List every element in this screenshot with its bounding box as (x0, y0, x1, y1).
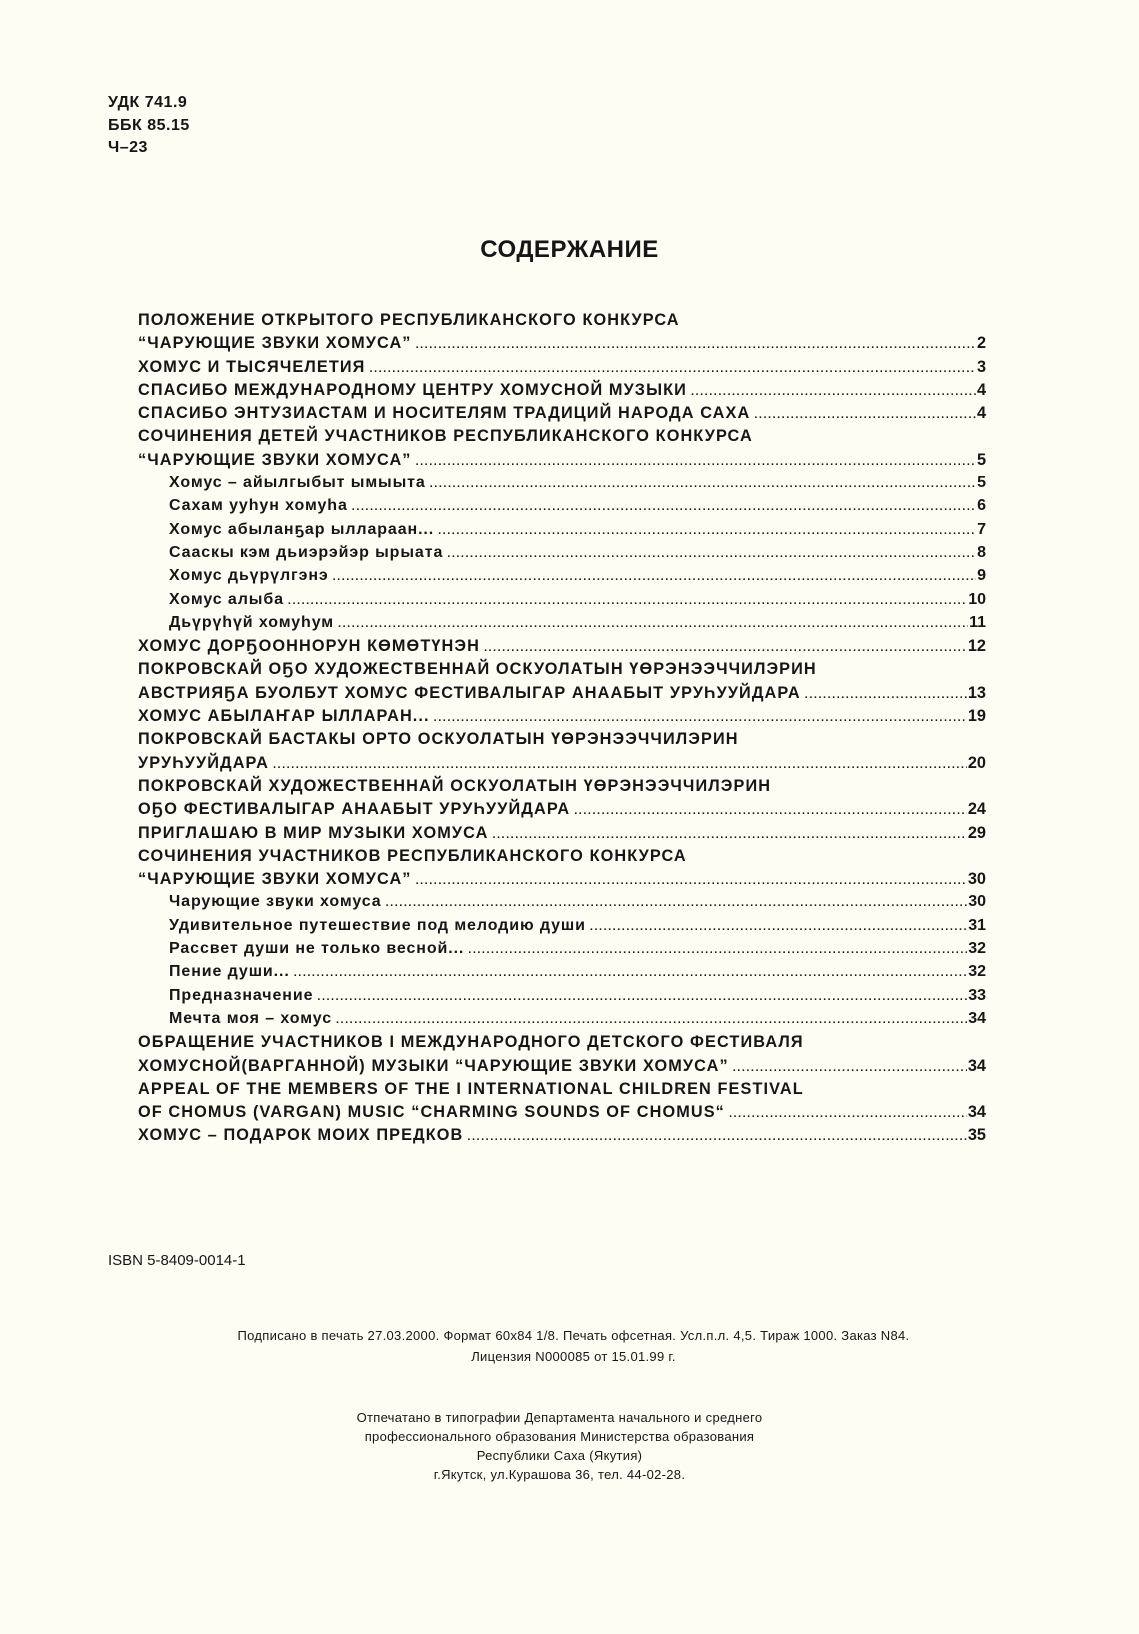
toc-entry-title: Хомус – айылгыбыт ымыыта (169, 474, 426, 492)
printer-address: г.Якутск, ул.Курашова 36, тел. 44-02-28. (433, 1467, 686, 1482)
toc-page-number: 9 (977, 567, 986, 585)
toc-entry-title: Дьүрүһүй хомуһум (169, 613, 335, 631)
toc-page-number: 4 (976, 404, 986, 423)
toc-page-number: 8 (977, 543, 986, 561)
toc-page-number: 34 (967, 1056, 986, 1075)
toc-entry (138, 358, 986, 381)
toc-entry (138, 777, 986, 800)
dot-leader (333, 571, 976, 583)
dot-leader (729, 1108, 967, 1120)
dot-leader (430, 478, 976, 490)
printer-info-line: профессионального образования Министерства образования (364, 1429, 755, 1444)
toc-page-number: 31 (968, 916, 986, 934)
dot-leader (754, 409, 976, 421)
toc-entry (138, 591, 986, 614)
dot-leader (386, 897, 968, 909)
dot-leader (416, 456, 976, 468)
toc-page-number: 20 (967, 753, 986, 772)
toc-page-number: 10 (968, 590, 986, 608)
toc-entry-title: ПОКРОВСКАЙ ХУДОЖЕСТВЕННАЙ ОСКУОЛАТЫН ҮӨРЭНЭЭЧЧИЛЭРИН (138, 776, 772, 795)
toc-page-number: 32 (968, 963, 986, 981)
toc-page-number: 33 (968, 986, 986, 1004)
dot-leader (805, 689, 967, 701)
toc-entry-title: АВСТРИЯҔА БУОЛБУТ ХОМУС ФЕСТИВАЛЫГАР АНААБЫТ УРУҺУУЙДАРА (138, 683, 801, 702)
toc-entry (138, 311, 986, 334)
toc-entry (138, 893, 986, 916)
toc-entry (138, 963, 986, 986)
toc-entry-title: ХОМУС И ТЫСЯЧЕЛЕТИЯ (138, 357, 366, 376)
toc-entry (138, 940, 986, 963)
isbn: ISBN 5-8409-0014-1 (108, 1252, 246, 1269)
toc-page-number: 34 (968, 1009, 986, 1027)
toc-entry-title: Мечта моя – хомус (169, 1009, 332, 1027)
toc-entry (138, 1080, 986, 1103)
toc-entry-title: ОҔО ФЕСТИВАЛЫГАР АНААБЫТ УРУҺУУЙДАРА (138, 800, 571, 819)
toc-entry (138, 800, 986, 823)
toc-entry-title: Предназначение (169, 986, 314, 1004)
toc-entry-title: УРУҺУУЙДАРА (138, 753, 269, 772)
toc-entry (138, 334, 986, 357)
dot-leader (317, 991, 967, 1003)
dot-leader (691, 386, 976, 398)
toc-entry (138, 427, 986, 450)
toc-entry (138, 637, 986, 660)
toc-page-number: 4 (976, 380, 986, 399)
toc-page-number: 11 (969, 613, 986, 631)
toc-entry-title: “ЧАРУЮЩИЕ ЗВУКИ ХОМУСА” (138, 334, 412, 353)
toc-entry (138, 684, 986, 707)
toc-entry (138, 451, 986, 474)
toc-entry-title: Хомус алыба (169, 590, 284, 608)
dot-leader (492, 829, 966, 841)
toc-page-number: 12 (967, 637, 986, 656)
toc-page-number: 30 (968, 893, 986, 911)
dot-leader (447, 548, 976, 560)
toc-entry-title: Хомус абыланҕар ыллараан... (169, 520, 435, 538)
toc-entry-title: ПОКРОВСКАЙ ОҔО ХУДОЖЕСТВЕННАЙ ОСКУОЛАТЫН ҮӨРЭНЭЭЧЧИЛЭРИН (138, 660, 817, 679)
toc-page-number: 34 (967, 1103, 986, 1122)
toc-entry (138, 544, 986, 567)
toc-entry-title: “ЧАРУЮЩИЕ ЗВУКИ ХОМУСА” (138, 870, 412, 889)
toc-entry (138, 404, 986, 427)
toc-page-number: 35 (967, 1126, 986, 1145)
printer-info-line: Республики Саха (Якутия) (476, 1448, 643, 1463)
toc-entry-title: ХОМУСНОЙ(ВАРГАННОЙ) МУЗЫКИ “ЧАРУЮЩИЕ ЗВУКИ ХОМУСА” (138, 1056, 729, 1075)
toc-page-number: 19 (967, 707, 986, 726)
toc-entry (138, 614, 986, 637)
dot-leader (369, 363, 975, 375)
toc-entry-title: ХОМУС – ПОДАРОК МОИХ ПРЕДКОВ (138, 1126, 464, 1145)
toc-page-number: 24 (967, 800, 986, 819)
toc-entry (138, 1033, 986, 1056)
toc-entry (138, 917, 986, 940)
page-title: СОДЕРЖАНИЕ (480, 236, 659, 263)
toc-entry (138, 847, 986, 870)
dot-leader (484, 642, 967, 654)
toc-entry (138, 870, 986, 893)
dot-leader (574, 805, 967, 817)
toc-entry-title: ПРИГЛАШАЮ В МИР МУЗЫКИ ХОМУСА (138, 823, 489, 842)
publication-info (4, 1325, 1139, 1367)
toc-entry-title: OF CHOMUS (VARGAN) MUSIC “CHARMING SOUNDS OF CHOMUS“ (138, 1103, 725, 1122)
toc-page-number: 5 (976, 450, 986, 469)
dot-leader (338, 618, 968, 630)
toc-page-number: 6 (977, 497, 986, 515)
dot-leader (352, 501, 976, 513)
toc-entry-title: Чарующие звуки хомуса (169, 893, 382, 911)
toc-page-number: 32 (968, 940, 986, 958)
toc-entry-title: Пение души... (169, 963, 290, 981)
toc-entry-title: ПОКРОВСКАЙ БАСТАКЫ ОРТО ОСКУОЛАТЫН ҮӨРЭНЭЭЧЧИЛЭРИН (138, 730, 739, 749)
toc-entry (138, 474, 986, 497)
dot-leader (336, 1014, 967, 1026)
toc-entry (138, 497, 986, 520)
toc-entry (138, 1126, 986, 1149)
toc-entry-title: ХОМУС АБЫЛАҤАР ЫЛЛАРАН... (138, 707, 430, 726)
printer-info (0, 1408, 1129, 1484)
toc-entry-title: Удивительное путешествие под мелодию души (169, 916, 586, 934)
toc-page-number: 30 (967, 870, 986, 889)
toc-entry-title: СПАСИБО ЭНТУЗИАСТАМ И НОСИТЕЛЯМ ТРАДИЦИЙ НАРОДА САХА (138, 404, 751, 423)
toc-entry (138, 1010, 986, 1033)
dot-leader (468, 944, 967, 956)
table-of-contents (138, 311, 986, 1150)
toc-entry-title: “ЧАРУЮЩИЕ ЗВУКИ ХОМУСА” (138, 450, 412, 469)
toc-entry (138, 567, 986, 590)
author-mark: Ч–23 (108, 139, 148, 156)
toc-entry-title: Сааскы кэм дьиэрэйэр ырыата (169, 543, 444, 561)
toc-entry (138, 754, 986, 777)
dot-leader (434, 712, 967, 724)
toc-entry-title: ОБРАЩЕНИЕ УЧАСТНИКОВ I МЕЖДУНАРОДНОГО ДЕТСКОГО ФЕСТИВАЛЯ (138, 1033, 804, 1052)
toc-entry (138, 660, 986, 683)
toc-page-number: 2 (976, 334, 986, 353)
toc-entry (138, 824, 986, 847)
toc-entry (138, 707, 986, 730)
toc-entry-title: Хомус дьүрүлгэнэ (169, 567, 329, 585)
toc-entry (138, 521, 986, 544)
toc-entry (138, 1103, 986, 1126)
toc-entry (138, 381, 986, 404)
dot-leader (416, 339, 976, 351)
toc-page-number: 13 (967, 683, 986, 702)
dot-leader (416, 875, 967, 887)
dot-leader (294, 967, 968, 979)
classification-codes (108, 92, 190, 160)
toc-entry-title: Рассвет души не только весной... (169, 940, 465, 958)
toc-page-number: 3 (976, 357, 986, 376)
toc-entry-title: СОЧИНЕНИЯ УЧАСТНИКОВ РЕСПУБЛИКАНСКОГО КОНКУРСА (138, 846, 687, 865)
dot-leader (288, 595, 967, 607)
license-line: Лицензия N000085 от 15.01.99 г. (471, 1349, 676, 1364)
dot-leader (273, 759, 967, 771)
dot-leader (733, 1062, 967, 1074)
publication-info-line: Подписано в печать 27.03.2000. Формат 60x84 1/8. Печать офсетная. Усл.п.л. 4,5. Тираж 1000. Заказ N84. (237, 1328, 910, 1343)
toc-page-number: 5 (977, 474, 986, 492)
dot-leader (438, 525, 976, 537)
udk-code: УДК 741.9 (108, 94, 188, 111)
toc-entry-title: СПАСИБО МЕЖДУНАРОДНОМУ ЦЕНТРУ ХОМУСНОЙ МУЗЫКИ (138, 380, 687, 399)
toc-entry-title: ПОЛОЖЕНИЕ ОТКРЫТОГО РЕСПУБЛИКАНСКОГО КОНКУРСА (138, 311, 680, 329)
toc-entry-title: APPEAL OF THE MEMBERS OF THE I INTERNATIONAL CHILDREN FESTIVAL (138, 1079, 804, 1098)
toc-entry (138, 730, 986, 753)
toc-entry-title: СОЧИНЕНИЯ ДЕТЕЙ УЧАСТНИКОВ РЕСПУБЛИКАНСКОГО КОНКУРСА (138, 427, 753, 446)
dot-leader (590, 921, 967, 933)
toc-page-number: 7 (977, 520, 986, 538)
toc-page-number: 29 (967, 823, 986, 842)
toc-entry (138, 1057, 986, 1080)
toc-entry (138, 987, 986, 1010)
printer-info-line: Отпечатано в типографии Департамента начального и среднего (356, 1410, 763, 1425)
toc-entry-title: ХОМУС ДОРҔООННОРУН КӨМӨТҮНЭН (138, 637, 480, 656)
dot-leader (467, 1131, 966, 1143)
toc-entry-title: Сахам ууһун хомуһа (169, 497, 348, 515)
bbk-code: ББК 85.15 (108, 116, 190, 134)
